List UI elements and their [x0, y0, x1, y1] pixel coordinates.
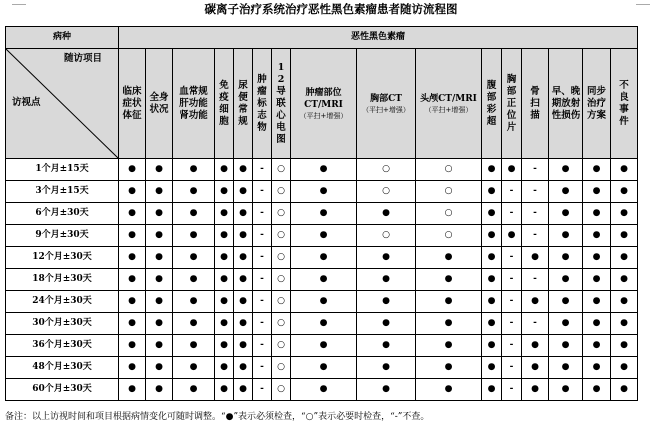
check-cell: ●: [416, 313, 482, 335]
check-cell: ●: [234, 159, 253, 181]
column-header: [215, 49, 234, 159]
check-cell: -: [522, 181, 549, 203]
check-cell: ○: [416, 181, 482, 203]
check-cell: ●: [146, 181, 173, 203]
visit-point-cell: 30个月±30天: [6, 313, 119, 335]
check-cell: ●: [583, 159, 611, 181]
check-cell: ●: [215, 159, 234, 181]
check-cell: -: [522, 225, 549, 247]
check-cell: ●: [482, 379, 502, 401]
check-cell: ●: [482, 203, 502, 225]
check-cell: ●: [119, 291, 146, 313]
check-cell: ●: [291, 159, 357, 181]
page-title: 碳离子治疗系统治疗恶性黑色素瘤患者随访流程图: [204, 2, 458, 16]
check-cell: ●: [357, 379, 416, 401]
check-cell: ●: [234, 379, 253, 401]
check-cell: -: [502, 269, 522, 291]
check-cell: ●: [482, 357, 502, 379]
check-cell: ○: [416, 225, 482, 247]
check-cell: ●: [482, 269, 502, 291]
check-cell: ●: [234, 269, 253, 291]
check-cell: ○: [272, 203, 291, 225]
column-header: [253, 49, 272, 159]
check-cell: ●: [583, 313, 611, 335]
check-cell: ●: [549, 291, 583, 313]
check-cell: ●: [611, 313, 638, 335]
visit-point-cell: 48个月±30天: [6, 357, 119, 379]
check-cell: -: [253, 335, 272, 357]
check-cell: ●: [215, 379, 234, 401]
table-row: [6, 291, 638, 313]
check-cell: ●: [357, 291, 416, 313]
check-cell: ○: [272, 159, 291, 181]
column-header: [416, 49, 482, 159]
check-cell: ●: [583, 225, 611, 247]
check-cell: ●: [482, 313, 502, 335]
check-cell: ●: [215, 269, 234, 291]
table-row: [6, 379, 638, 401]
check-cell: ●: [522, 247, 549, 269]
check-cell: ●: [146, 335, 173, 357]
column-header-label: 早、晚期放射性损伤: [551, 85, 581, 121]
check-cell: ●: [291, 181, 357, 203]
check-cell: ●: [234, 291, 253, 313]
column-header-sublabel: （平扫+增强）: [424, 105, 473, 114]
check-cell: ●: [549, 269, 583, 291]
check-cell: ●: [482, 159, 502, 181]
check-cell: ●: [119, 225, 146, 247]
check-cell: ●: [611, 225, 638, 247]
column-header-label: 血常规肝功能肾功能: [179, 85, 208, 121]
column-header-label: 免疫细胞: [219, 79, 229, 127]
check-cell: ●: [173, 291, 215, 313]
check-cell: ●: [522, 291, 549, 313]
check-cell: ●: [583, 203, 611, 225]
check-cell: -: [502, 291, 522, 313]
check-cell: ●: [549, 225, 583, 247]
check-cell: -: [502, 335, 522, 357]
column-header: [291, 49, 357, 159]
column-header: [502, 49, 522, 159]
check-cell: -: [522, 159, 549, 181]
check-cell: ●: [215, 247, 234, 269]
check-cell: ●: [522, 379, 549, 401]
check-cell: ●: [119, 159, 146, 181]
check-cell: ●: [583, 379, 611, 401]
check-cell: ●: [119, 269, 146, 291]
check-cell: ●: [146, 313, 173, 335]
follow-up-table: [5, 26, 638, 401]
table-row: [6, 335, 638, 357]
check-cell: -: [502, 357, 522, 379]
column-header: [234, 49, 253, 159]
check-cell: ●: [482, 181, 502, 203]
column-header-label: 肿瘤部位CT/MRI: [304, 87, 343, 110]
column-header: [549, 49, 583, 159]
column-header-label: 全身状况: [149, 91, 169, 115]
check-cell: ○: [272, 181, 291, 203]
check-cell: ●: [583, 247, 611, 269]
check-cell: ●: [215, 313, 234, 335]
check-cell: ○: [272, 313, 291, 335]
check-cell: ●: [611, 291, 638, 313]
check-cell: ●: [146, 203, 173, 225]
check-cell: ●: [549, 181, 583, 203]
table-row: [6, 181, 638, 203]
check-cell: -: [502, 379, 522, 401]
check-cell: ●: [234, 357, 253, 379]
check-cell: ●: [291, 247, 357, 269]
check-cell: ●: [291, 269, 357, 291]
check-cell: ●: [611, 181, 638, 203]
check-cell: ●: [549, 247, 583, 269]
check-cell: -: [253, 291, 272, 313]
check-cell: ●: [611, 247, 638, 269]
visit-point-cell: 9个月±30天: [6, 225, 119, 247]
table-row: [6, 159, 638, 181]
column-header-label: 临床症状体征: [122, 85, 142, 121]
check-cell: ●: [357, 313, 416, 335]
check-cell: ●: [291, 313, 357, 335]
column-header: [173, 49, 215, 159]
check-cell: ●: [357, 269, 416, 291]
check-cell: ●: [611, 159, 638, 181]
table-row: [6, 203, 638, 225]
check-cell: ●: [482, 335, 502, 357]
check-cell: -: [502, 247, 522, 269]
check-cell: ●: [549, 357, 583, 379]
check-cell: ○: [357, 159, 416, 181]
visit-point-cell: 24个月±30天: [6, 291, 119, 313]
check-cell: ●: [146, 357, 173, 379]
check-cell: ●: [173, 203, 215, 225]
check-cell: ●: [357, 247, 416, 269]
check-cell: ●: [119, 181, 146, 203]
check-cell: ●: [611, 357, 638, 379]
check-cell: ○: [272, 335, 291, 357]
check-cell: ○: [272, 379, 291, 401]
check-cell: ●: [173, 225, 215, 247]
check-cell: ●: [583, 335, 611, 357]
check-cell: -: [253, 247, 272, 269]
check-cell: -: [502, 203, 522, 225]
check-cell: ●: [215, 335, 234, 357]
check-cell: -: [253, 269, 272, 291]
check-cell: ●: [583, 269, 611, 291]
check-cell: -: [253, 203, 272, 225]
column-header: [611, 49, 638, 159]
check-cell: -: [253, 181, 272, 203]
check-cell: ●: [119, 335, 146, 357]
check-cell: ●: [482, 225, 502, 247]
column-header: [522, 49, 549, 159]
check-cell: ●: [234, 335, 253, 357]
column-header-label: 尿便常规: [238, 79, 248, 127]
diagonal-header-cell: [6, 49, 119, 159]
check-cell: ●: [173, 247, 215, 269]
column-header: [119, 49, 146, 159]
check-cell: ●: [234, 247, 253, 269]
column-header: [583, 49, 611, 159]
check-cell: ●: [549, 313, 583, 335]
check-cell: ○: [272, 357, 291, 379]
check-cell: ●: [173, 159, 215, 181]
check-cell: ●: [583, 357, 611, 379]
visit-point-cell: 3个月±15天: [6, 181, 119, 203]
check-cell: ●: [119, 247, 146, 269]
column-header: [357, 49, 416, 159]
check-cell: ●: [215, 357, 234, 379]
check-cell: ●: [291, 203, 357, 225]
check-cell: ●: [357, 335, 416, 357]
column-header-label: 头颅CT/MRI: [420, 93, 477, 104]
visit-point-cell: 60个月±30天: [6, 379, 119, 401]
check-cell: ●: [146, 269, 173, 291]
check-cell: ●: [549, 203, 583, 225]
visit-point-cell: 12个月±30天: [6, 247, 119, 269]
check-cell: ○: [357, 225, 416, 247]
check-cell: ●: [291, 379, 357, 401]
table-row: [6, 357, 638, 379]
check-cell: ●: [146, 291, 173, 313]
check-cell: ●: [611, 335, 638, 357]
visit-point-cell: 1个月±15天: [6, 159, 119, 181]
check-cell: ●: [611, 269, 638, 291]
check-cell: ●: [215, 225, 234, 247]
visit-point-cell: 6个月±30天: [6, 203, 119, 225]
check-cell: ●: [357, 357, 416, 379]
check-cell: ●: [416, 269, 482, 291]
check-cell: ●: [583, 181, 611, 203]
check-cell: ○: [357, 181, 416, 203]
check-cell: ●: [119, 203, 146, 225]
check-cell: -: [502, 181, 522, 203]
check-cell: ●: [234, 313, 253, 335]
check-cell: -: [502, 313, 522, 335]
check-cell: ●: [173, 357, 215, 379]
check-cell: ●: [146, 379, 173, 401]
check-cell: ●: [611, 379, 638, 401]
column-header-label: 不良事件: [619, 79, 629, 127]
check-cell: ●: [119, 357, 146, 379]
check-cell: ●: [173, 335, 215, 357]
column-header-label: 同步治疗方案: [586, 85, 606, 121]
check-cell: ●: [583, 291, 611, 313]
check-cell: ●: [291, 225, 357, 247]
followup-items-label: 随访项目: [63, 53, 102, 64]
table-row: [6, 313, 638, 335]
column-header: [272, 49, 291, 159]
check-cell: -: [253, 379, 272, 401]
visit-point-label: 访视点: [12, 97, 41, 108]
column-header-label: 胸部CT: [370, 93, 402, 104]
check-cell: ●: [173, 181, 215, 203]
check-cell: ●: [416, 357, 482, 379]
column-header-label: 肿瘤标志物: [257, 73, 267, 133]
check-cell: ●: [416, 291, 482, 313]
check-cell: ●: [215, 181, 234, 203]
check-cell: ●: [357, 203, 416, 225]
check-cell: ●: [416, 335, 482, 357]
column-header-label: 胸部正位片: [506, 73, 517, 133]
footnote: 备注：以上访视时间和项目根据病情变化可随时调整。“●”表示必须检查，“○”表示必要时检查，“-”不查。: [5, 412, 430, 422]
visit-point-cell: 18个月±30天: [6, 269, 119, 291]
check-cell: ●: [549, 159, 583, 181]
table-row: [6, 225, 638, 247]
check-cell: -: [522, 203, 549, 225]
check-cell: ●: [215, 291, 234, 313]
check-cell: ○: [272, 225, 291, 247]
check-cell: ●: [522, 357, 549, 379]
check-cell: ●: [234, 203, 253, 225]
check-cell: ●: [234, 181, 253, 203]
check-cell: ●: [291, 291, 357, 313]
table-row: [6, 269, 638, 291]
column-header-label: 腹部彩超: [486, 79, 497, 127]
column-header-sublabel: （平扫+增强）: [299, 111, 348, 120]
check-cell: ●: [502, 159, 522, 181]
check-cell: ●: [522, 335, 549, 357]
check-cell: ●: [173, 379, 215, 401]
check-cell: ○: [272, 291, 291, 313]
check-cell: ●: [482, 247, 502, 269]
check-cell: ○: [272, 269, 291, 291]
check-cell: ●: [173, 313, 215, 335]
check-cell: ●: [146, 225, 173, 247]
check-cell: ●: [291, 357, 357, 379]
check-cell: ●: [234, 225, 253, 247]
column-header-label: 骨扫描: [530, 85, 540, 121]
visit-point-cell: 36个月±30天: [6, 335, 119, 357]
check-cell: ●: [416, 379, 482, 401]
check-cell: ●: [291, 335, 357, 357]
check-cell: ●: [215, 203, 234, 225]
column-header-sublabel: （平扫+增强）: [362, 105, 410, 114]
check-cell: ●: [146, 159, 173, 181]
check-cell: ○: [416, 159, 482, 181]
check-cell: ●: [482, 291, 502, 313]
column-header-label: 12导联心电图: [276, 61, 286, 145]
check-cell: -: [522, 313, 549, 335]
check-cell: ●: [549, 379, 583, 401]
check-cell: ●: [416, 247, 482, 269]
check-cell: -: [522, 269, 549, 291]
check-cell: -: [253, 159, 272, 181]
check-cell: ●: [119, 313, 146, 335]
check-cell: ●: [119, 379, 146, 401]
check-cell: ●: [146, 247, 173, 269]
check-cell: ●: [502, 225, 522, 247]
table-row: [6, 247, 638, 269]
check-cell: ●: [549, 335, 583, 357]
check-cell: ●: [173, 269, 215, 291]
check-cell: ○: [416, 203, 482, 225]
disease-label-cell: 病种: [6, 27, 119, 49]
check-cell: -: [253, 225, 272, 247]
check-cell: -: [253, 357, 272, 379]
check-cell: -: [253, 313, 272, 335]
check-cell: ○: [272, 247, 291, 269]
column-header: [146, 49, 173, 159]
check-cell: ●: [611, 203, 638, 225]
column-header: [482, 49, 502, 159]
disease-name-cell: 恶性黑色素瘤: [119, 27, 638, 49]
